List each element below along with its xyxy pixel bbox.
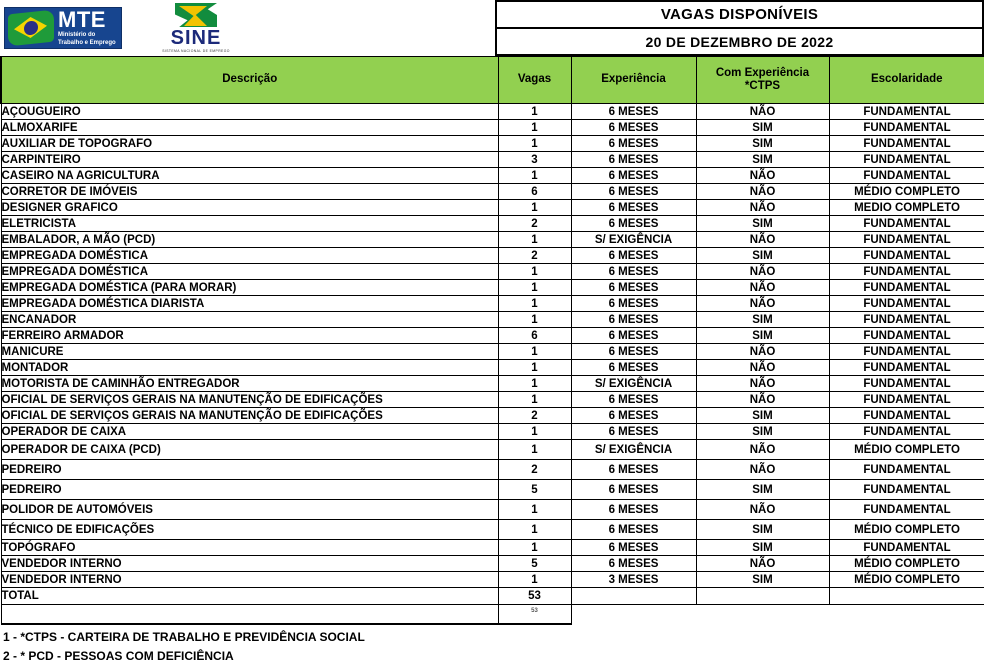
cell-vagas: 1 [498,376,571,392]
mte-acronym: MTE [58,7,106,32]
cell-descricao: CARPINTEIRO [1,152,498,168]
brazil-flag-icon [8,10,54,46]
cell-descricao: VENDEDOR INTERNO [1,556,498,572]
cell-ctps: NÃO [696,264,829,280]
document-header [0,0,984,56]
cell-ctps: NÃO [696,104,829,120]
page-date: 20 DE DEZEMBRO DE 2022 [497,29,982,56]
cell-ctps: NÃO [696,376,829,392]
blank-cell [571,605,696,624]
table-head [1,57,984,104]
cell-ctps: NÃO [696,392,829,408]
table-row [1,344,984,360]
table-row [1,424,984,440]
cell-experiencia: 6 MESES [571,216,696,232]
cell-experiencia: 6 MESES [571,480,696,500]
cell-experiencia: 3 MESES [571,572,696,588]
cell-escolaridade: FUNDAMENTAL [829,392,984,408]
cell-experiencia: 6 MESES [571,520,696,540]
table-row [1,232,984,248]
cell-descricao: DESIGNER GRAFICO [1,200,498,216]
mte-logo [4,7,122,49]
cell-ctps: SIM [696,152,829,168]
cell-descricao: ELETRICISTA [1,216,498,232]
cell-ctps: NÃO [696,200,829,216]
page-title: VAGAS DISPONÍVEIS [497,0,982,29]
cell-escolaridade: FUNDAMENTAL [829,376,984,392]
cell-descricao: OFICIAL DE SERVIÇOS GERAIS NA MANUTENÇÃO DE EDIFICAÇÕES [1,408,498,424]
cell-escolaridade: FUNDAMENTAL [829,232,984,248]
cell-vagas: 1 [498,520,571,540]
cell-descricao: CASEIRO NA AGRICULTURA [1,168,498,184]
cell-vagas: 1 [498,392,571,408]
cell-vagas: 1 [498,312,571,328]
cell-vagas: 1 [498,168,571,184]
table-row [1,136,984,152]
cell-descricao: VENDEDOR INTERNO [1,572,498,588]
cell-experiencia: S/ EXIGÊNCIA [571,232,696,248]
cell-ctps: NÃO [696,460,829,480]
total-escolaridade [829,588,984,605]
cell-descricao: PEDREIRO [1,460,498,480]
cell-descricao: MOTORISTA DE CAMINHÃO ENTREGADOR [1,376,498,392]
cell-experiencia: 6 MESES [571,500,696,520]
cell-descricao: OFICIAL DE SERVIÇOS GERAIS NA MANUTENÇÃO DE EDIFICAÇÕES [1,392,498,408]
cell-ctps: NÃO [696,344,829,360]
table-row [1,520,984,540]
total-experiencia [571,588,696,605]
cell-experiencia: 6 MESES [571,360,696,376]
cell-escolaridade: FUNDAMENTAL [829,500,984,520]
cell-experiencia: 6 MESES [571,408,696,424]
cell-experiencia: 6 MESES [571,296,696,312]
cell-escolaridade: MEDIO COMPLETO [829,200,984,216]
sine-subtitle: SISTEMA NACIONAL DE EMPREGO [162,49,230,53]
cell-vagas: 2 [498,216,571,232]
table-row [1,360,984,376]
cell-ctps: SIM [696,120,829,136]
column-header-escolaridade: Escolaridade [829,57,984,104]
cell-descricao: POLIDOR DE AUTOMÓVEIS [1,500,498,520]
cell-vagas: 1 [498,344,571,360]
cell-descricao: MANICURE [1,344,498,360]
cell-vagas: 2 [498,248,571,264]
ctps-header-line1: Com Experiência [715,66,810,79]
cell-ctps: SIM [696,328,829,344]
cell-escolaridade: FUNDAMENTAL [829,120,984,136]
cell-experiencia: 6 MESES [571,184,696,200]
cell-vagas: 6 [498,184,571,200]
cell-descricao: EMBALADOR, A MÃO (PCD) [1,232,498,248]
cell-experiencia: 6 MESES [571,460,696,480]
cell-descricao: EMPREGADA DOMÉSTICA [1,264,498,280]
cell-escolaridade: MÉDIO COMPLETO [829,440,984,460]
table-row [1,248,984,264]
cell-descricao: AÇOUGUEIRO [1,104,498,120]
cell-escolaridade: FUNDAMENTAL [829,152,984,168]
cell-escolaridade: MÉDIO COMPLETO [829,572,984,588]
title-zone [497,0,984,56]
cell-escolaridade: MÉDIO COMPLETO [829,520,984,540]
table-row [1,376,984,392]
cell-vagas: 1 [498,232,571,248]
cell-escolaridade: MÉDIO COMPLETO [829,184,984,200]
mte-subtitle-line1: Ministério do [58,31,96,38]
cell-ctps: SIM [696,216,829,232]
cell-descricao: EMPREGADA DOMÉSTICA [1,248,498,264]
cell-vagas: 2 [498,460,571,480]
cell-vagas: 1 [498,120,571,136]
cell-escolaridade: FUNDAMENTAL [829,168,984,184]
column-header-com-experiencia-ctps [696,57,829,104]
footnote-pcd: 2 - * PCD - PESSOAS COM DEFICIÊNCIA [3,648,234,663]
cell-ctps: NÃO [696,280,829,296]
table-row [1,408,984,424]
table-row [1,556,984,572]
cell-experiencia: 6 MESES [571,136,696,152]
cell-vagas: 3 [498,152,571,168]
cell-ctps: SIM [696,408,829,424]
blank-cell [696,605,829,624]
mte-logo-text [58,9,116,48]
total-vagas: 53 [498,588,571,605]
cell-descricao: EMPREGADA DOMÉSTICA (PARA MORAR) [1,280,498,296]
cell-escolaridade: FUNDAMENTAL [829,328,984,344]
cell-vagas: 1 [498,280,571,296]
cell-escolaridade: FUNDAMENTAL [829,540,984,556]
footnotes [0,625,984,666]
table-blank-row [1,605,984,624]
table-row [1,120,984,136]
cell-experiencia: 6 MESES [571,392,696,408]
cell-experiencia: 6 MESES [571,168,696,184]
cell-descricao: OPERADOR DE CAIXA (PCD) [1,440,498,460]
table-row [1,168,984,184]
sine-s-mark-icon [175,3,217,27]
cell-vagas: 5 [498,556,571,572]
logo-zone [0,0,497,56]
table-row [1,264,984,280]
cell-descricao: FERREIRO ARMADOR [1,328,498,344]
cell-vagas: 5 [498,480,571,500]
cell-vagas: 1 [498,296,571,312]
table-row [1,312,984,328]
cell-descricao: AUXILIAR DE TOPOGRAFO [1,136,498,152]
cell-escolaridade: FUNDAMENTAL [829,408,984,424]
column-header-vagas: Vagas [498,57,571,104]
table-row [1,572,984,588]
cell-experiencia: 6 MESES [571,344,696,360]
sine-wordmark: SINE [170,27,222,49]
cell-ctps: SIM [696,136,829,152]
cell-vagas: 1 [498,104,571,120]
cell-escolaridade: FUNDAMENTAL [829,104,984,120]
total-ctps [696,588,829,605]
cell-descricao: MONTADOR [1,360,498,376]
cell-escolaridade: FUNDAMENTAL [829,216,984,232]
cell-ctps: SIM [696,572,829,588]
blank-cell [1,605,498,624]
cell-descricao: ENCANADOR [1,312,498,328]
vagas-table [0,56,984,625]
cell-vagas: 1 [498,264,571,280]
cell-ctps: NÃO [696,556,829,572]
table-row [1,500,984,520]
cell-escolaridade: FUNDAMENTAL [829,360,984,376]
cell-ctps: NÃO [696,440,829,460]
cell-experiencia: 6 MESES [571,556,696,572]
cell-ctps: NÃO [696,232,829,248]
table-row [1,540,984,556]
cell-escolaridade: FUNDAMENTAL [829,312,984,328]
cell-experiencia: 6 MESES [571,248,696,264]
cell-ctps: SIM [696,424,829,440]
cell-experiencia: 6 MESES [571,312,696,328]
table-total-row [1,588,984,605]
cell-vagas: 1 [498,572,571,588]
cell-descricao: EMPREGADA DOMÉSTICA DIARISTA [1,296,498,312]
cell-ctps: NÃO [696,360,829,376]
cell-escolaridade: FUNDAMENTAL [829,296,984,312]
ctps-header-line2: *CTPS [744,80,781,92]
table-body [1,104,984,624]
table-row [1,296,984,312]
cell-experiencia: 6 MESES [571,424,696,440]
table-row [1,392,984,408]
cell-ctps: NÃO [696,184,829,200]
cell-experiencia: S/ EXIGÊNCIA [571,376,696,392]
table-row [1,328,984,344]
cell-ctps: NÃO [696,500,829,520]
total-label: TOTAL [1,588,498,605]
cell-descricao: OPERADOR DE CAIXA [1,424,498,440]
cell-descricao: PEDREIRO [1,480,498,500]
blank-cell [498,605,571,624]
table-header-row [1,57,984,104]
cell-descricao: CORRETOR DE IMÓVEIS [1,184,498,200]
table-row [1,440,984,460]
cell-experiencia: 6 MESES [571,540,696,556]
cell-vagas: 1 [498,540,571,556]
cell-escolaridade: FUNDAMENTAL [829,136,984,152]
cell-ctps: SIM [696,480,829,500]
cell-escolaridade: MÉDIO COMPLETO [829,556,984,572]
cell-ctps: SIM [696,248,829,264]
cell-ctps: SIM [696,520,829,540]
cell-escolaridade: FUNDAMENTAL [829,344,984,360]
cell-vagas: 6 [498,328,571,344]
cell-escolaridade: FUNDAMENTAL [829,424,984,440]
cell-descricao: ALMOXARIFE [1,120,498,136]
cell-descricao: TÉCNICO DE EDIFICAÇÕES [1,520,498,540]
cell-vagas: 1 [498,136,571,152]
table-row [1,280,984,296]
table-row [1,184,984,200]
table-row [1,152,984,168]
sine-logo [160,3,232,53]
mte-subtitle-line2: Trabalho e Emprego [58,40,116,46]
table-row [1,216,984,232]
cell-ctps: SIM [696,540,829,556]
cell-vagas: 1 [498,424,571,440]
cell-experiencia: 6 MESES [571,152,696,168]
cell-experiencia: 6 MESES [571,264,696,280]
column-header-descricao: Descrição [1,57,498,104]
cell-ctps: SIM [696,312,829,328]
cell-experiencia: 6 MESES [571,104,696,120]
table-row [1,104,984,120]
cell-escolaridade: FUNDAMENTAL [829,460,984,480]
table-row [1,480,984,500]
sum-annotation: 53 [531,608,538,614]
cell-vagas: 1 [498,440,571,460]
cell-ctps: NÃO [696,168,829,184]
cell-escolaridade: FUNDAMENTAL [829,248,984,264]
cell-vagas: 1 [498,200,571,216]
cell-experiencia: 6 MESES [571,200,696,216]
cell-experiencia: 6 MESES [571,280,696,296]
table-row [1,200,984,216]
cell-vagas: 2 [498,408,571,424]
table-row [1,460,984,480]
cell-ctps: NÃO [696,296,829,312]
footnote-ctps: 1 - *CTPS - CARTEIRA DE TRABALHO E PREVIDÊNCIA SOCIAL [3,629,365,644]
cell-experiencia: 6 MESES [571,120,696,136]
column-header-experiencia: Experiência [571,57,696,104]
cell-experiencia: S/ EXIGÊNCIA [571,440,696,460]
cell-escolaridade: FUNDAMENTAL [829,280,984,296]
cell-vagas: 1 [498,500,571,520]
cell-descricao: TOPÓGRAFO [1,540,498,556]
cell-vagas: 1 [498,360,571,376]
cell-experiencia: 6 MESES [571,328,696,344]
cell-escolaridade: FUNDAMENTAL [829,480,984,500]
cell-escolaridade: FUNDAMENTAL [829,264,984,280]
blank-cell [829,605,984,624]
